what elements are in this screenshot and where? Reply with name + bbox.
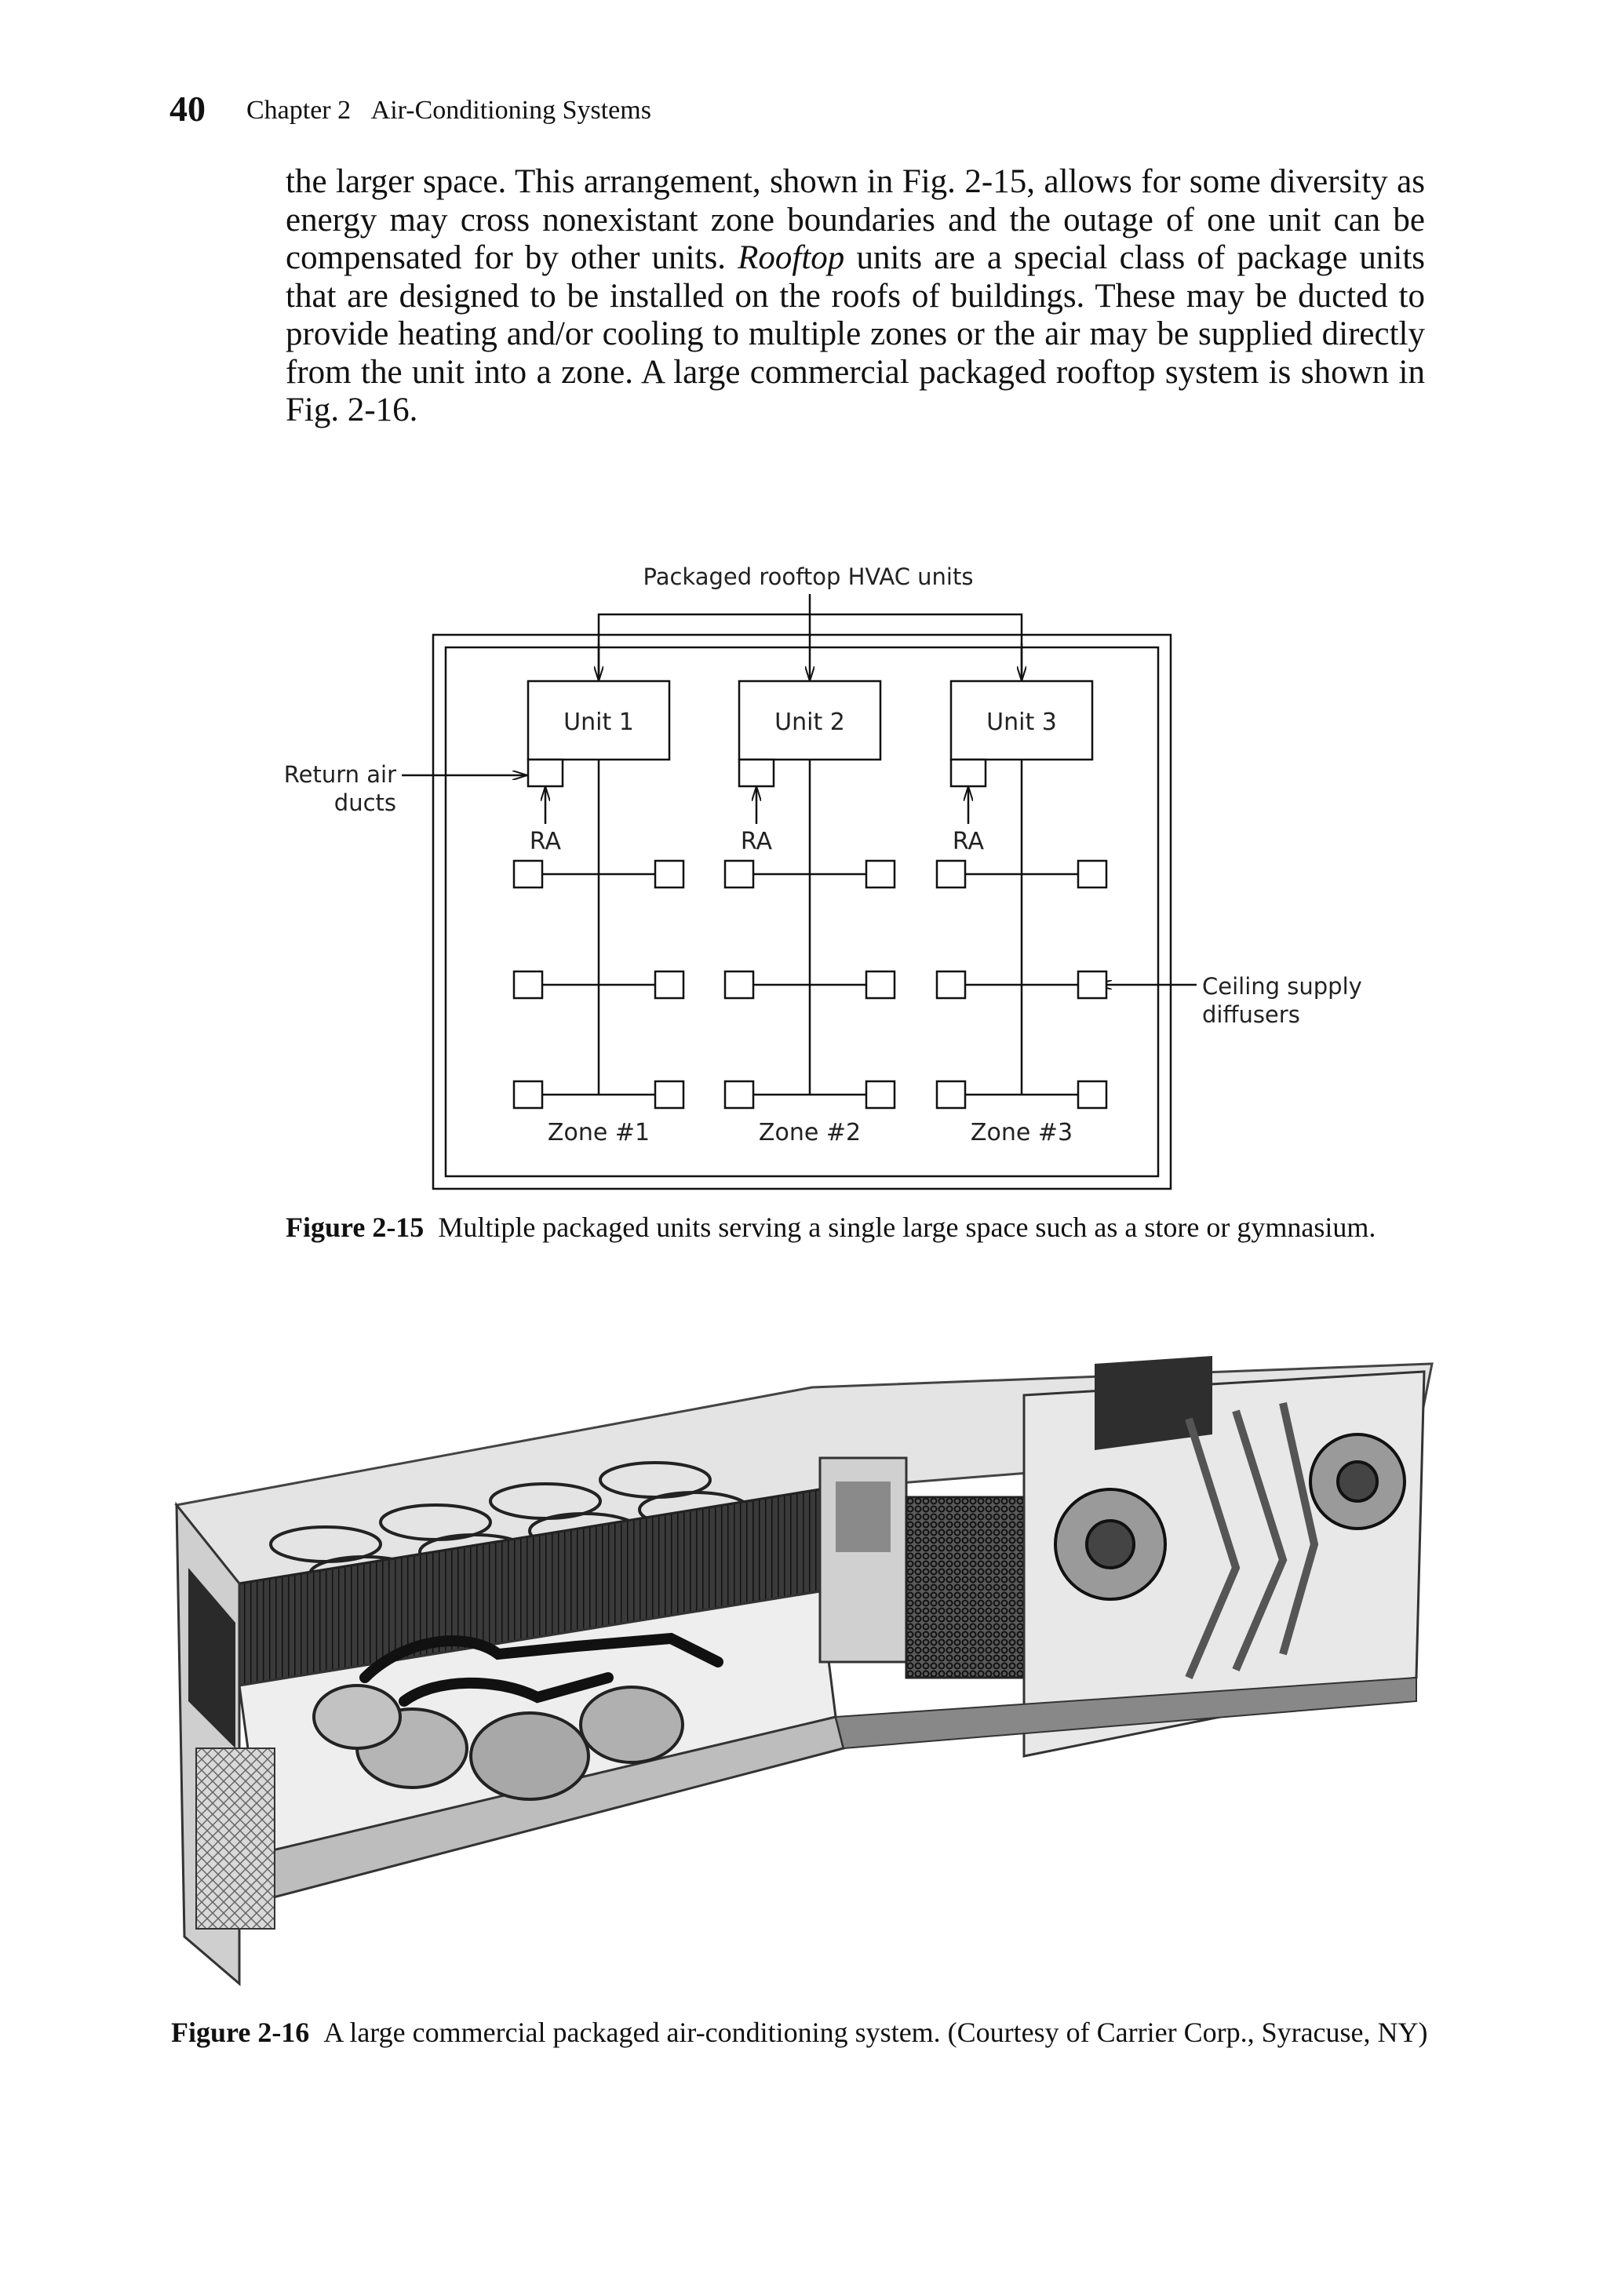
chapter-name: Air-Conditioning Systems <box>370 96 651 125</box>
ra-label-2: RA <box>740 828 773 855</box>
diffuser-z1-r1-left <box>514 861 542 887</box>
diffuser-z2-r1-right <box>866 861 895 887</box>
diffuser-z3-r2-left <box>937 971 965 998</box>
unit-2-return-duct <box>739 760 774 786</box>
diffuser-z3-r3-right <box>1078 1081 1106 1108</box>
diffuser-z3-r1-right <box>1078 861 1106 887</box>
figure-2-15-caption-text: Multiple packaged units serving a single large space such as a store or gymnasium. <box>438 1212 1376 1243</box>
zone-2-label: Zone #2 <box>758 1119 862 1146</box>
figure-2-16-label: Figure 2-16 <box>171 2017 310 2048</box>
diffuser-z2-r2-left <box>725 971 753 998</box>
figure-2-16-caption <box>171 2015 1434 2050</box>
ra-label-1: RA <box>529 828 562 855</box>
unit-1-return-duct <box>528 760 563 786</box>
zone-1-label: Zone #1 <box>547 1119 650 1146</box>
lower-grate <box>196 1748 275 1929</box>
diffuser-z2-r3-right <box>866 1081 895 1108</box>
unit-3-return-duct <box>951 760 986 786</box>
diffuser-z1-r2-right <box>655 971 683 998</box>
diffuser-z1-r1-right <box>655 861 683 887</box>
label-return-air-1: Return air <box>283 761 396 788</box>
control-panel-inset <box>836 1481 891 1552</box>
diffuser-z3-r2-right <box>1078 971 1106 998</box>
diffuser-z3-r3-left <box>937 1081 965 1108</box>
zone-3-label: Zone #3 <box>970 1119 1073 1146</box>
unit-2-label: Unit 2 <box>774 709 845 736</box>
diffuser-z1-r3-right <box>655 1081 683 1108</box>
diffuser-z1-r2-left <box>514 971 542 998</box>
label-return-air-2: ducts <box>333 789 396 816</box>
diffuser-z2-r1-left <box>725 861 753 887</box>
ra-label-3: RA <box>952 828 985 855</box>
figure-2-16-caption-text: A large commercial packaged air-conditioning system. (Courtesy of Carrier Corp., Syracuse, NY) <box>323 2017 1428 2048</box>
body-italic-term: Rooftop <box>738 239 845 276</box>
figure-2-15-caption <box>286 1210 1376 1245</box>
figure-2-15-label: Figure 2-15 <box>286 1212 425 1243</box>
unit-3-label: Unit 3 <box>986 709 1057 736</box>
diffuser-z2-r3-left <box>725 1081 753 1108</box>
label-ceiling-diffusers-1: Ceiling supply <box>1202 973 1362 1000</box>
evaporator-coil <box>906 1497 1024 1678</box>
chapter-label: Chapter 2 <box>246 96 352 125</box>
page-number: 40 <box>169 89 206 129</box>
diffuser-z1-r3-left <box>514 1081 542 1108</box>
diffuser-z2-r2-right <box>866 971 895 998</box>
figure-2-16-photo <box>169 1309 1436 1992</box>
body-text-segment-2: units are a special class of package units that are designed to be installed on the roofs of buildings. These may be ducted to provide heating and/or cooling to multiple zones or the air may be supplied directly from the unit into a zone. A large commercial packaged rooftop system is shown in Fig. 2-16. <box>286 239 1425 428</box>
label-ceiling-diffusers-2: diffusers <box>1202 1001 1300 1028</box>
diffuser-z3-r1-left <box>937 861 965 887</box>
unit-1-label: Unit 1 <box>563 709 634 736</box>
label-packaged-units: Packaged rooftop HVAC units <box>643 563 974 590</box>
body-text-segment-1: the larger space. This arrangement, shown in Fig. 2-15, allows for some diversity as energy may cross nonexistant zone boundaries and the outage of one unit can be compensated for by other units. <box>286 163 1425 276</box>
